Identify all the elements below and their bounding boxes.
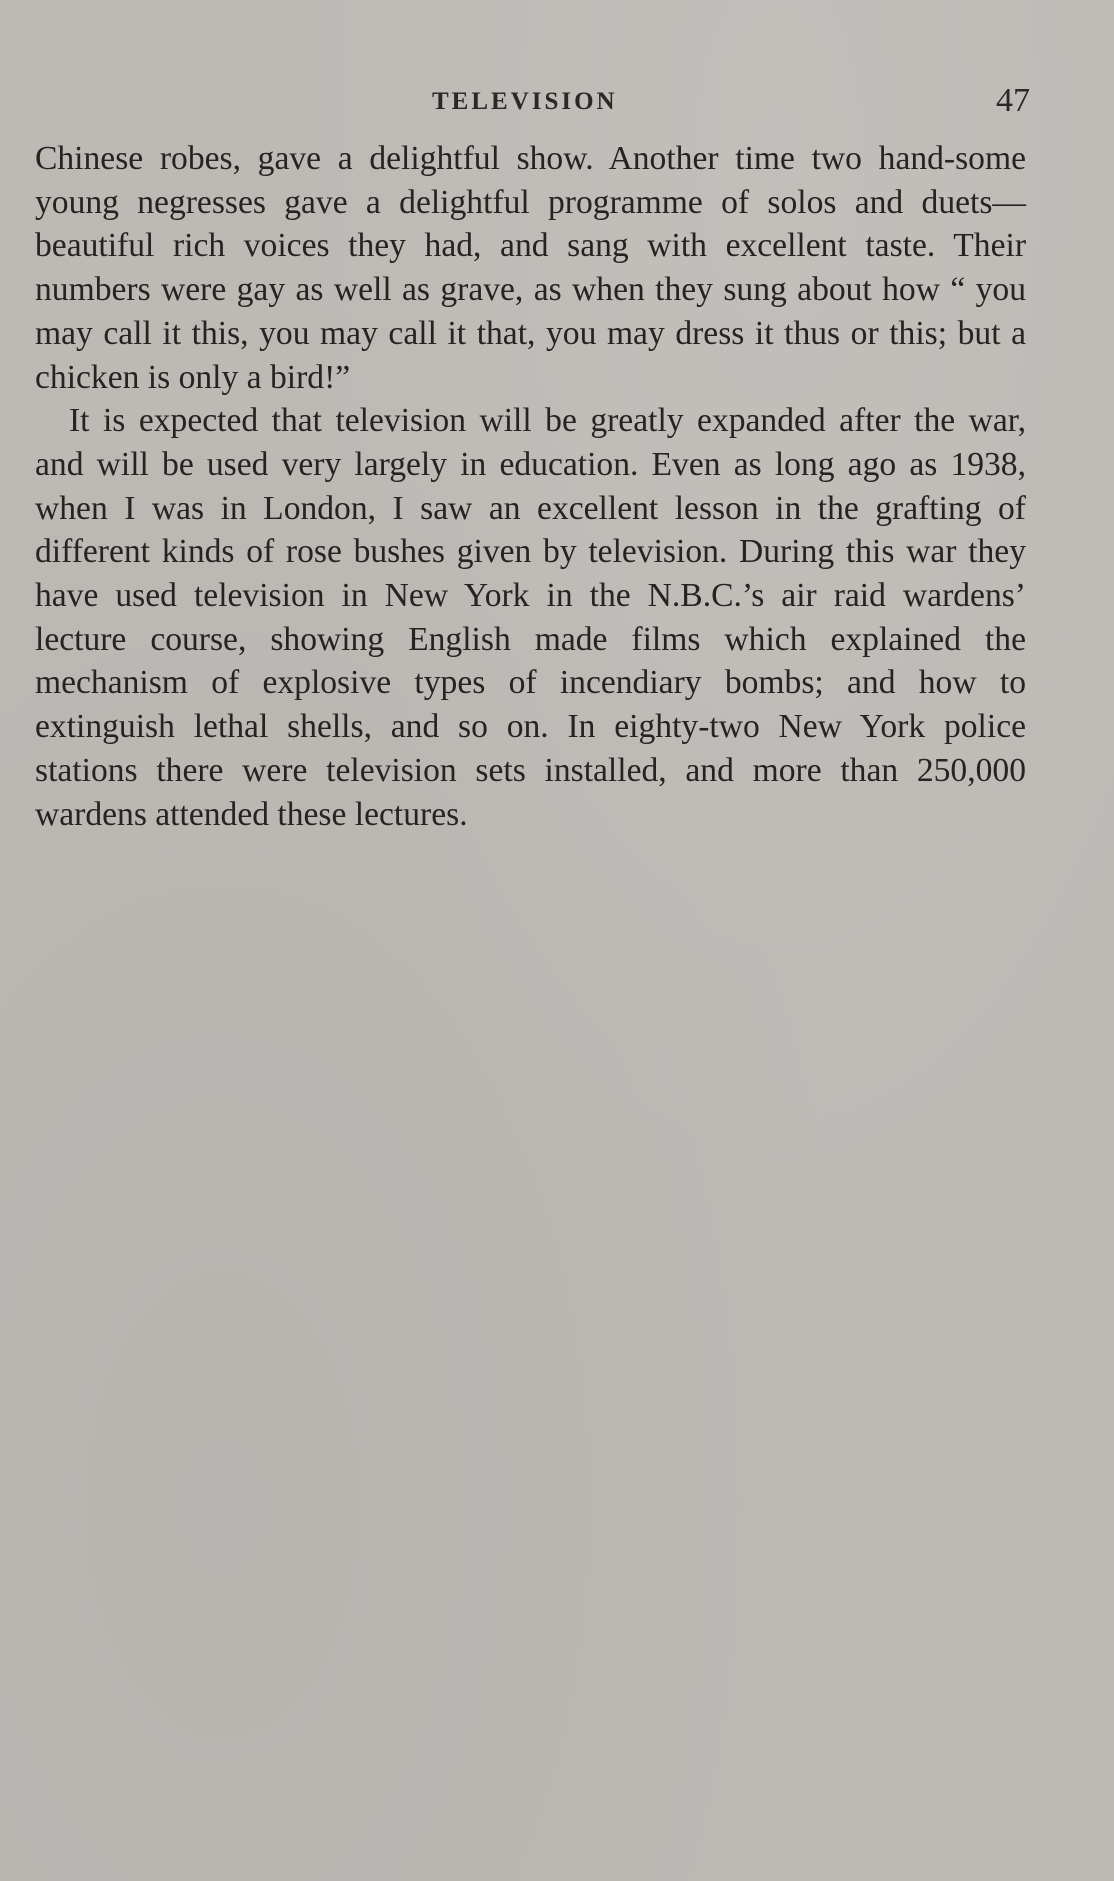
paragraph-continuation: Chinese robes, gave a delightful show. Another time two hand-some young negresses gave a delightful programme of solos and duets—beautiful rich voices they had, and sang with excellent taste. Their numbers were gay as well as grave, as when they sung about how “ you may call it this, you may call it that, you may dress it thus or this; but a chicken is only a bird!” <box>35 140 1026 396</box>
running-title: TELEVISION <box>432 88 618 115</box>
body-text <box>35 137 1026 836</box>
page-header <box>0 84 1114 124</box>
page-number: 47 <box>996 82 1030 119</box>
paragraph-television-expansion: It is expected that television will be greatly expanded after the war, and will be used very largely in education. Even as long ago as 1938, when I was in London, I saw an excellent lesson in the grafting of different kinds of rose bushes given by television. During this war they have used television in New York in the N.B.C.’s air raid wardens’ lecture course, showing English made films which explained the mechanism of explosive types of incendiary bombs; and how to extinguish lethal shells, and so on. In eighty-two New York police stations there were television sets installed, and more than 250,000 wardens attended these lectures. <box>35 402 1026 833</box>
